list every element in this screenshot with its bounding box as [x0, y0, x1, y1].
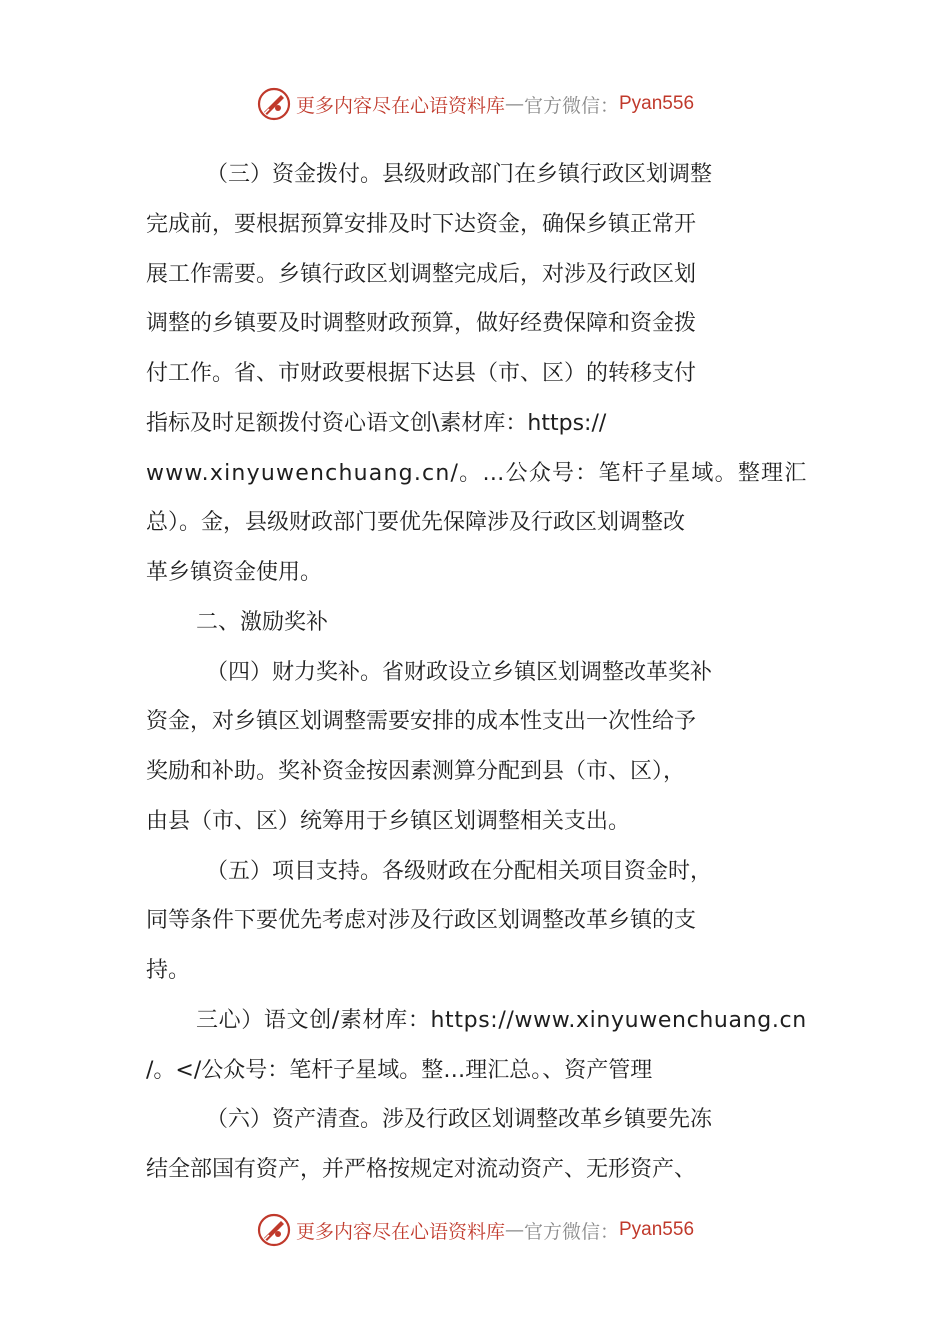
- text-line: 革乡镇资金使用。: [146, 560, 323, 585]
- banner-site-name: 更多内容尽在心语资料库: [295, 1220, 505, 1243]
- document-body: [146, 150, 806, 1195]
- pen-seal-logo-icon: [256, 86, 292, 122]
- text-line: （三）资金拨付。县级财政部门在乡镇行政区划调整: [206, 162, 713, 187]
- footer-watermark-banner: [0, 1210, 950, 1250]
- text-line: 展工作需要。乡镇行政区划调整完成后，对涉及行政区划: [146, 261, 697, 287]
- text-line: 资金，对乡镇区划调整需要安排的成本性支出一次性给予: [146, 709, 697, 735]
- text-line: /。</公众号：笔杆子星域。整…理汇总。、资产管理: [146, 1057, 653, 1083]
- text-line: （五）项目支持。各级财政在分配相关项目资金时，: [206, 858, 713, 884]
- banner-wechat-label: 官方微信：: [523, 1220, 619, 1243]
- banner-dash: —: [504, 93, 524, 115]
- banner-dash: —: [504, 1219, 524, 1241]
- text-line: 结全部国有资产，并严格按规定对流动资产、无形资产、: [146, 1157, 697, 1182]
- banner-site-name: 更多内容尽在心语资料库: [295, 94, 505, 117]
- header-watermark-banner: [0, 84, 950, 124]
- banner-content: [256, 86, 694, 122]
- pen-seal-logo-icon: [256, 1212, 292, 1248]
- banner-wechat-id: Pyan556: [619, 93, 695, 114]
- banner-wechat-id: Pyan556: [619, 1219, 695, 1240]
- text-line: www.xinyuwenchuang.cn/。…公众号：笔杆子星域。整理汇: [146, 460, 808, 486]
- text-line: 同等条件下要优先考虑对涉及行政区划调整改革乡镇的支: [146, 908, 697, 934]
- text-line: （四）财力奖补。省财政设立乡镇区划调整改革奖补: [206, 659, 713, 685]
- section-heading: 二、激励奖补: [196, 609, 329, 635]
- text-line: 三心）语文创/素材库：https://www.xinyuwenchuang.cn: [196, 1007, 807, 1033]
- text-line: 总）。金，县级财政部门要优先保障涉及行政区划调整改: [146, 510, 686, 536]
- banner-content: [256, 1212, 694, 1248]
- banner-wechat-label: 官方微信：: [523, 94, 619, 117]
- text-line: 付工作。省、市财政要根据下达县（市、区）的转移支付: [146, 361, 697, 386]
- text-line: 完成前，要根据预算安排及时下达资金，确保乡镇正常开: [146, 211, 697, 237]
- text-line: 指标及时足额拨付资心语文创\素材库：https://: [146, 410, 607, 436]
- text-line: （六）资产清查。涉及行政区划调整改革乡镇要先冻: [206, 1107, 713, 1133]
- text-line: 调整的乡镇要及时调整财政预算，做好经费保障和资金拨: [146, 311, 697, 337]
- text-line: 由县（市、区）统筹用于乡镇区划调整相关支出。: [146, 808, 631, 834]
- text-line: 持。: [146, 958, 191, 983]
- text-line: 奖励和补助。奖补资金按因素测算分配到县（市、区），: [146, 759, 686, 784]
